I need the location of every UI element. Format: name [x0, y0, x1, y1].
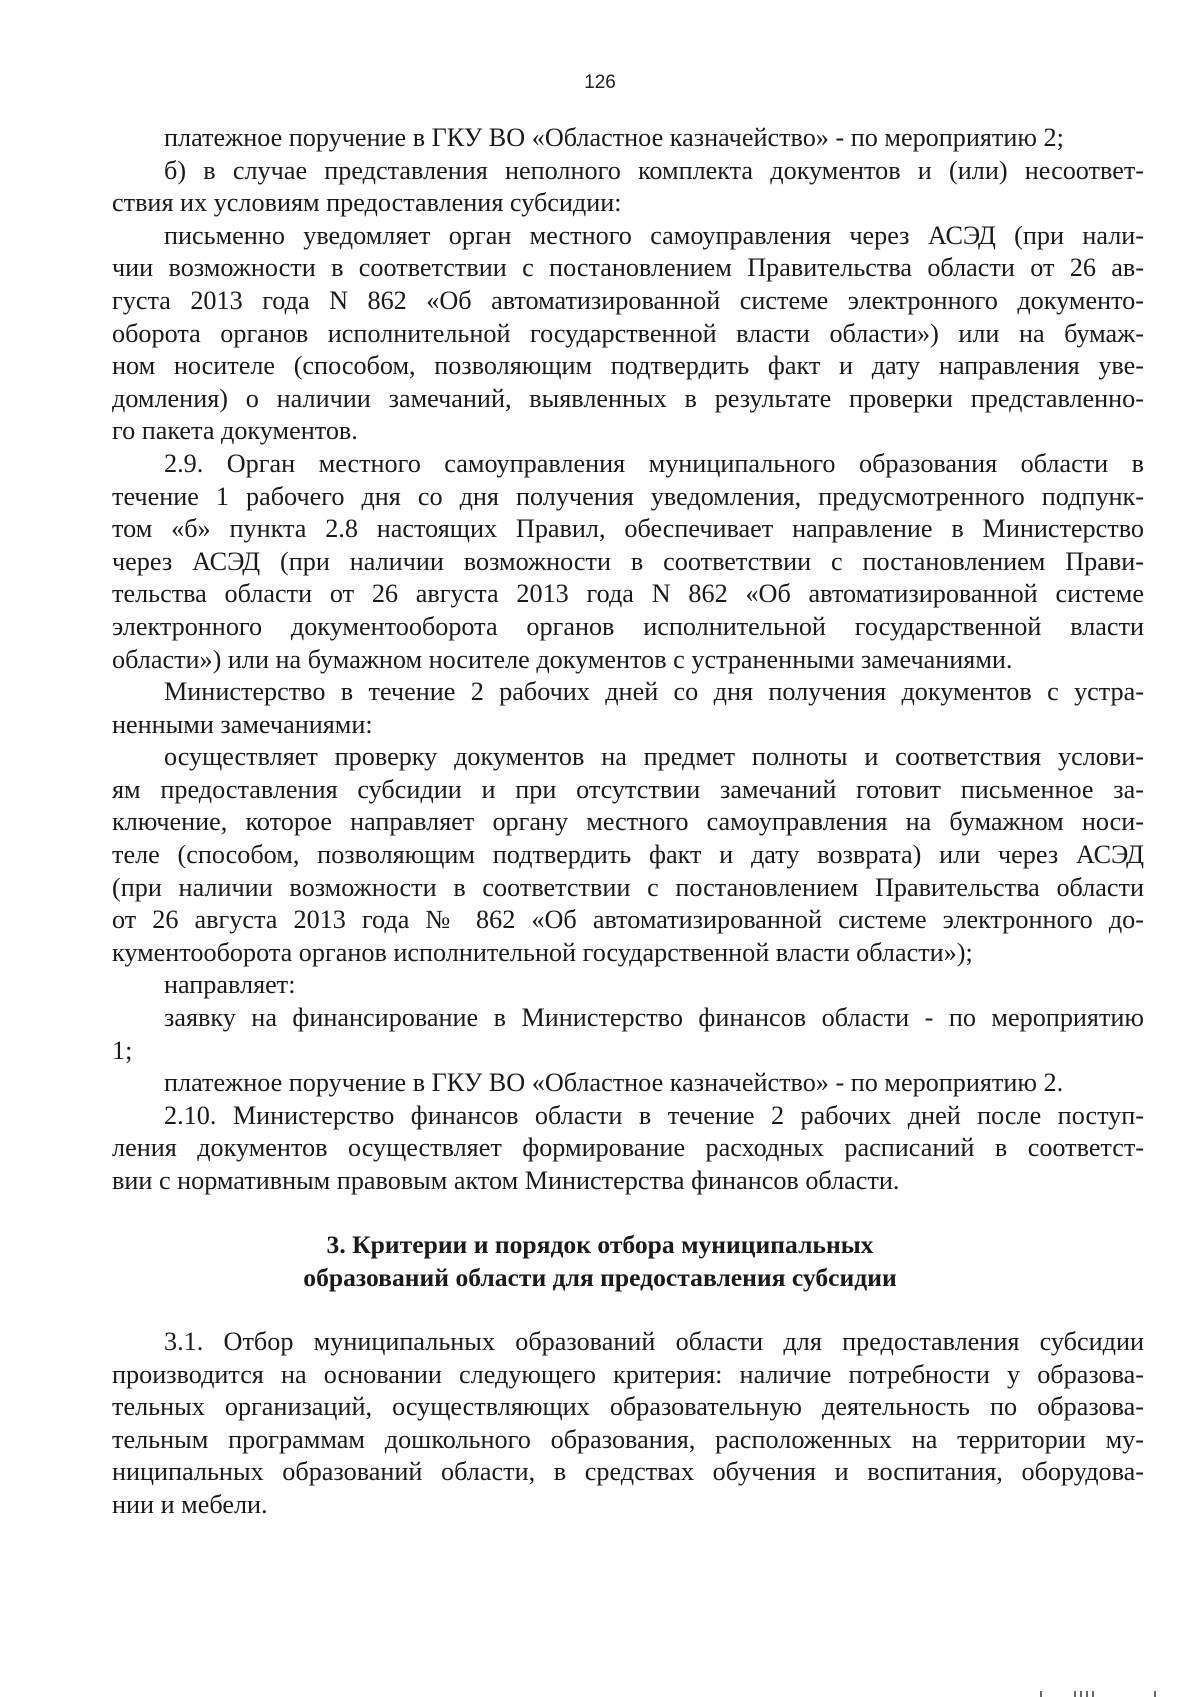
text-line: области») или на бумажном носителе документов с устраненными замечаниями. — [112, 644, 1013, 674]
text-line: 3.1. Отбор муниципальных образований области для предоставления субсидии — [164, 1327, 1144, 1356]
section-heading — [0, 1228, 1200, 1294]
text-line: (при наличии возможности в соответствии с постановлением Правительства области — [112, 872, 1144, 902]
text-line: ниципальных образований области, в средствах обучения и воспитания, оборудова- — [112, 1457, 1144, 1487]
text-line: 1; — [112, 1035, 133, 1065]
text-line: ствия их условиям предоставления субсидии: — [112, 188, 622, 218]
text-line: ном носителе (способом, позволяющим подтвердить факт и дату направления уве- — [112, 351, 1144, 381]
text-line: платежное поручение в ГКУ ВО «Областное казначейство» - по мероприятию 2. — [164, 1068, 1064, 1098]
text-line: Министерство в течение 2 рабочих дней со дня получения документов с устра- — [164, 677, 1144, 707]
text-line: б) в случае представления неполного комплекта документов и (или) несоответ- — [164, 155, 1144, 185]
text-line: тельных организаций, осуществляющих образовательную деятельность по образова- — [112, 1392, 1144, 1422]
text-line: 2.10. Министерство финансов области в течение 2 рабочих дней после поступ- — [164, 1100, 1144, 1130]
text-line: ключение, которое направляет органу местного самоуправления на бумажном носи- — [112, 807, 1144, 837]
text-line: заявку на финансирование в Министерство финансов области - по мероприятию — [164, 1003, 1144, 1033]
text-line: том «б» пункта 2.8 настоящих Правил, обеспечивает направление в Министерство — [112, 514, 1144, 544]
text-line: домления) о наличии замечаний, выявленных в результате проверки представленно- — [112, 383, 1144, 413]
text-line: нии и мебели. — [112, 1489, 268, 1519]
page-number: 126 — [584, 72, 616, 93]
text-line: оборота органов исполнительной государственной власти области») или на бумаж- — [112, 318, 1144, 348]
text-line: чии возможности в соответствии с постановлением Правительства области от 26 ав- — [112, 253, 1144, 283]
text-line: го пакета документов. — [112, 416, 358, 446]
text-line: кументооборота органов исполнительной государственной власти области»); — [112, 937, 973, 967]
text-line: осуществляет проверку документов на предмет полноты и соответствия услови- — [164, 742, 1144, 772]
text-line: вии с нормативным правовым актом Министерства финансов области. — [112, 1166, 900, 1195]
text-line: 2.9. Орган местного самоуправления муниципального образования области в — [164, 448, 1144, 478]
section-heading-line-2: образований области для предоставления субсидии — [303, 1263, 897, 1292]
text-line: густа 2013 года N 862 «Об автоматизированной системе электронного документо- — [112, 285, 1144, 315]
text-line: направляет: — [164, 970, 296, 1000]
text-line: электронного документооборота органов исполнительной государственной власти — [112, 611, 1144, 641]
text-line: платежное поручение в ГКУ ВО «Областное казначейство» - по мероприятию 2; — [164, 123, 1064, 152]
text-line: тельным программам дошкольного образования, расположенных на территории му- — [112, 1424, 1144, 1454]
section-3-text — [112, 1326, 1144, 1522]
text-line: течение 1 рабочего дня со дня получения уведомления, предусмотренного подпунк- — [112, 481, 1144, 511]
text-line: ления документов осуществляет формирование расходных расписаний в соответст- — [112, 1133, 1144, 1163]
text-line: письменно уведомляет орган местного самоуправления через АСЭД (при нали- — [164, 220, 1144, 250]
section-heading-line-1: 3. Критерии и порядок отбора муниципальных — [326, 1230, 874, 1259]
text-line: теле (способом, позволяющим подтвердить факт и дату возврата) или через АСЭД — [112, 840, 1144, 870]
text-line: от 26 августа 2013 года № 862 «Об автоматизированной системе электронного до- — [112, 905, 1144, 935]
text-line: тельства области от 26 августа 2013 года N 862 «Об автоматизированной системе — [112, 579, 1144, 609]
text-line: ненными замечаниями: — [112, 709, 373, 739]
scan-artifact-marks — [1034, 1687, 1174, 1697]
body-text — [112, 122, 1144, 1198]
text-line: через АСЭД (при наличии возможности в соответствии с постановлением Прави- — [112, 546, 1144, 576]
text-line: ям предоставления субсидии и при отсутствии замечаний готовит письменное за- — [112, 774, 1144, 804]
text-line: производится на основании следующего критерия: наличие потребности у образова- — [112, 1359, 1144, 1389]
